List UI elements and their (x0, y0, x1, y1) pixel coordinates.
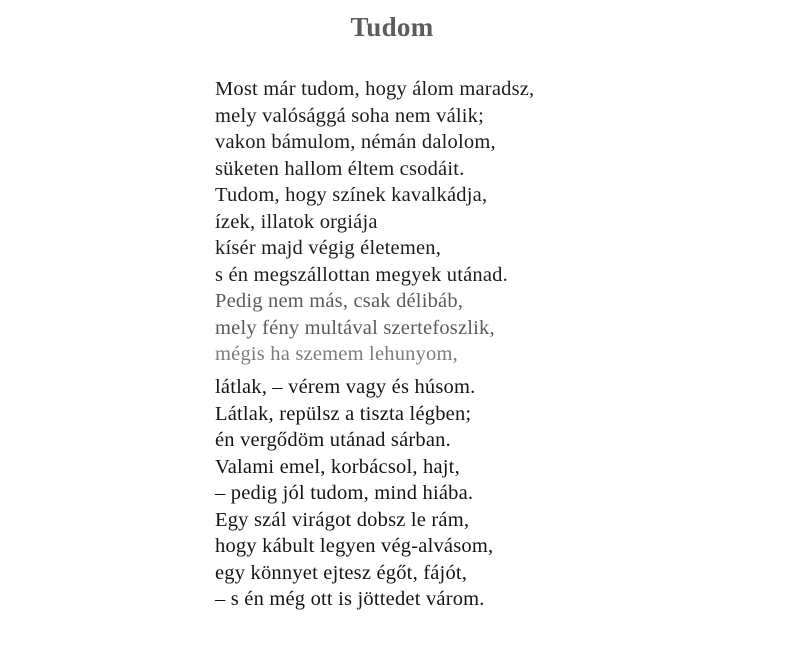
poem-line: – pedig jól tudom, mind hiába. (215, 482, 474, 504)
poem-line: kísér majd végig életemen, (215, 237, 442, 259)
poem-title: Tudom (350, 12, 434, 42)
poem-line: egy könnyet ejtesz égőt, fájót, (215, 561, 468, 584)
poem-line: látlak, – vérem vagy és húsom. (215, 376, 476, 398)
stanza-2 (215, 374, 493, 613)
poem-line: vakon bámulom, némán dalolom, (215, 131, 496, 153)
poem-line: mely valósággá soha nem válik; (215, 104, 485, 127)
poem-line: Most már tudom, hogy álom maradsz, (215, 78, 535, 100)
poem-line: Látlak, repülsz a tiszta légben; (215, 402, 472, 425)
poem-line: Egy szál virágot dobsz le rám, (215, 508, 470, 531)
poem-line: mely fény multával szertefoszlik, (215, 316, 495, 339)
poem-line: – s én még ott is jöttedet várom. (215, 588, 485, 610)
poem-line: s én megszállottan megyek utánad. (215, 263, 508, 286)
poem-line: hogy kábult legyen vég-alvásom, (215, 535, 494, 557)
poem-line: süketen hallom éltem csodáit. (215, 157, 465, 180)
poem-line: ízek, illatok orgiája (215, 210, 378, 233)
poem-line: Pedig nem más, csak délibáb, (215, 290, 464, 312)
poem-line: Valami emel, korbácsol, hajt, (215, 455, 460, 478)
stanza-1 (215, 76, 534, 368)
poem-line: én vergődöm utánad sárban. (215, 429, 451, 451)
poem-line: mégis ha szemem lehunyom, (215, 343, 458, 365)
poem-line: Tudom, hogy színek kavalkádja, (215, 184, 488, 206)
